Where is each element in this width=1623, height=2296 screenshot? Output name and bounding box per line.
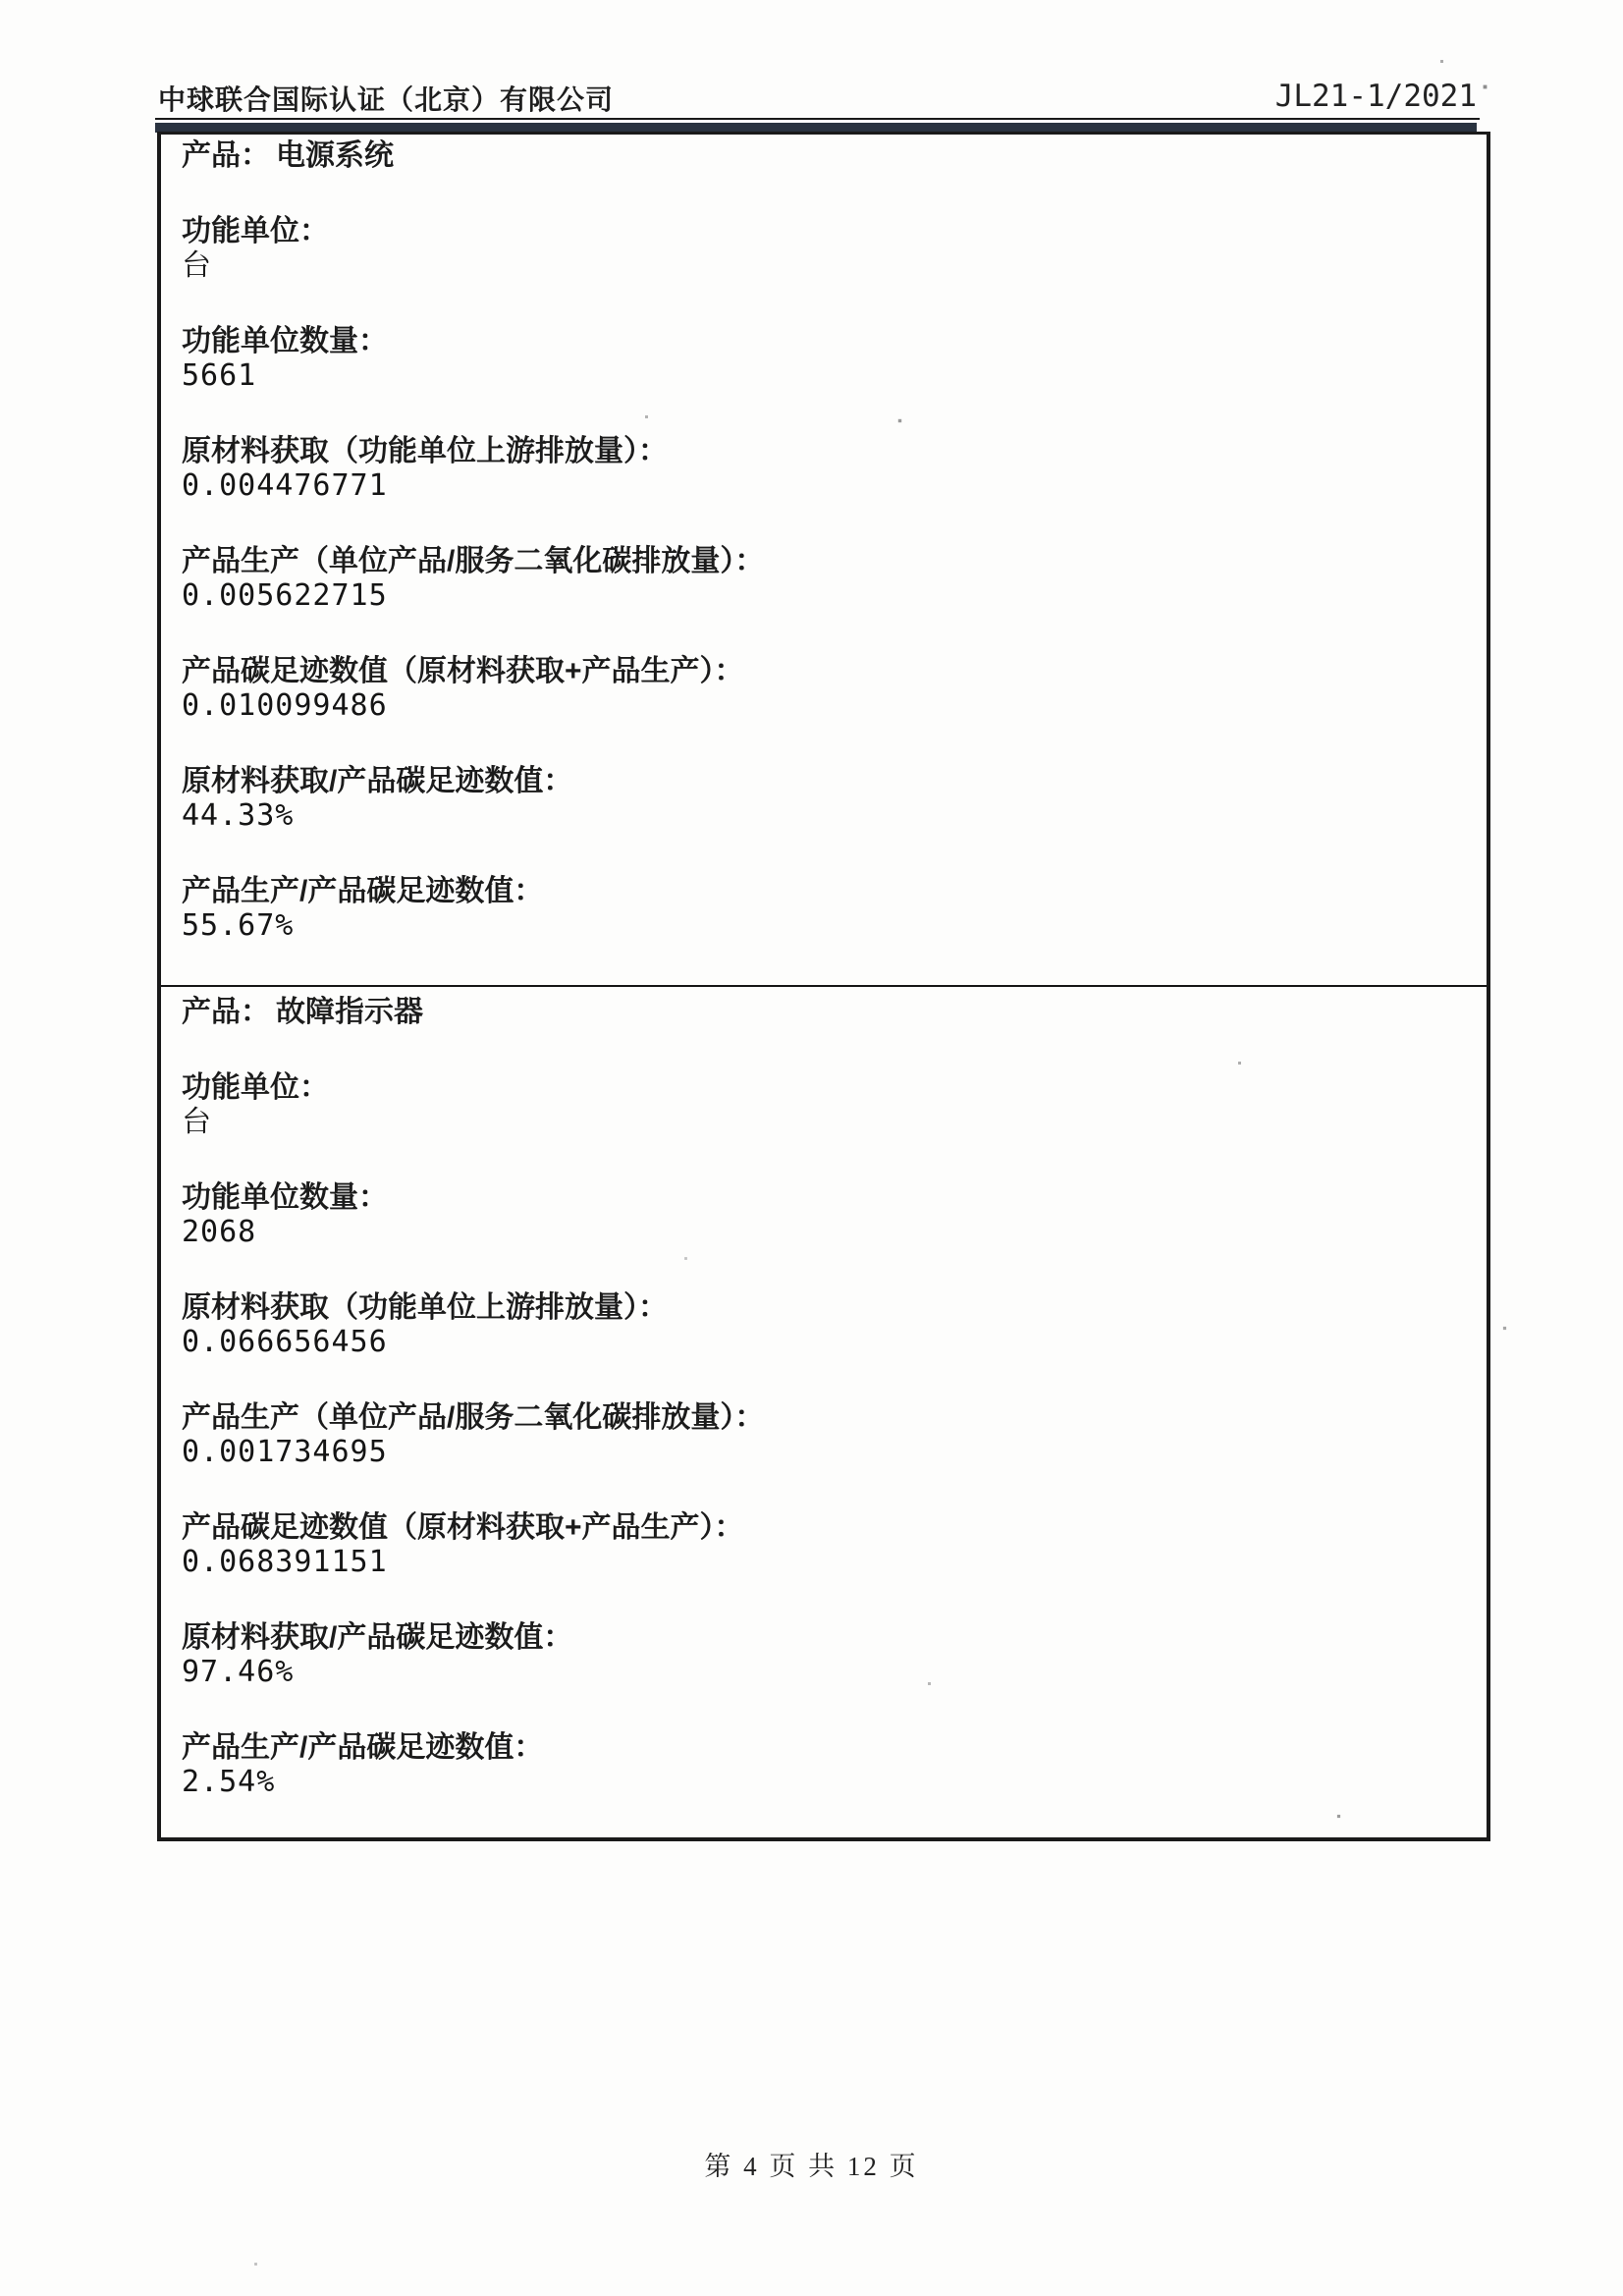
field-group-footprint-total — [182, 654, 1467, 723]
field-value: 44.33% — [182, 798, 295, 833]
field-label: 产品生产（单位产品/服务二氧化碳排放量）： — [182, 1401, 765, 1434]
field-label: 原材料获取/产品碳足迹数值： — [182, 1621, 573, 1654]
field-value: 2.54% — [182, 1765, 276, 1799]
field-label: 产品碳足迹数值（原材料获取+产品生产）： — [182, 655, 744, 687]
field-group-functional-unit — [182, 1070, 1467, 1139]
field-value: 97.46% — [182, 1655, 295, 1689]
field-label: 功能单位数量： — [182, 1181, 388, 1214]
field-group-production-ratio — [182, 874, 1467, 943]
field-group-raw-material — [182, 1290, 1467, 1359]
field-label: 原材料获取（功能单位上游排放量）： — [182, 1291, 668, 1324]
field-value: 0.001734695 — [182, 1435, 388, 1469]
field-label: 产品生产（单位产品/服务二氧化碳排放量）： — [182, 545, 765, 577]
field-group-raw-material — [182, 434, 1467, 503]
product-title — [182, 995, 1467, 1029]
field-value: 0.005622715 — [182, 578, 388, 613]
field-value: 2068 — [182, 1215, 257, 1249]
field-label: 产品碳足迹数值（原材料获取+产品生产）： — [182, 1511, 744, 1544]
product-title — [182, 138, 1467, 173]
field-value: 0.066656456 — [182, 1325, 388, 1359]
field-group-production — [182, 544, 1467, 613]
product-section-power-system — [161, 135, 1487, 985]
field-value: 0.010099486 — [182, 688, 388, 723]
field-value: 0.068391151 — [182, 1545, 388, 1579]
field-group-footprint-total — [182, 1510, 1467, 1579]
field-label: 功能单位： — [182, 1071, 329, 1104]
field-value: 台 — [182, 1105, 212, 1139]
company-name: 中球联合国际认证（北京）有限公司 — [158, 84, 615, 115]
field-group-functional-unit — [182, 214, 1467, 283]
doc-number: JL21-1/2021 — [1274, 79, 1477, 114]
field-value: 0.004476771 — [182, 468, 388, 503]
product-section-fault-indicator — [161, 985, 1487, 1835]
header-rule-thin — [155, 118, 1480, 120]
field-label: 产品生产/产品碳足迹数值： — [182, 875, 544, 907]
report-box — [157, 132, 1490, 1841]
field-label: 原材料获取/产品碳足迹数值： — [182, 765, 573, 797]
product-title-value: 电源系统 — [276, 139, 394, 172]
field-group-raw-material-ratio — [182, 1620, 1467, 1689]
field-group-functional-unit-count — [182, 324, 1467, 393]
page-number: 第 4 页 共 12 页 — [704, 2152, 919, 2181]
field-label: 功能单位： — [182, 215, 329, 247]
product-title-label: 产品： — [182, 139, 270, 172]
scan-speckles — [0, 0, 1, 1]
field-group-raw-material-ratio — [182, 764, 1467, 833]
field-group-production-ratio — [182, 1730, 1467, 1799]
field-group-production — [182, 1400, 1467, 1469]
field-value: 55.67% — [182, 908, 295, 943]
field-label: 产品生产/产品碳足迹数值： — [182, 1731, 544, 1764]
field-label: 功能单位数量： — [182, 325, 388, 357]
product-title-label: 产品： — [182, 996, 270, 1028]
product-title-value: 故障指示器 — [276, 996, 423, 1028]
field-value: 5661 — [182, 358, 257, 393]
field-label: 原材料获取（功能单位上游排放量）： — [182, 435, 668, 467]
field-group-functional-unit-count — [182, 1180, 1467, 1249]
field-value: 台 — [182, 248, 212, 283]
